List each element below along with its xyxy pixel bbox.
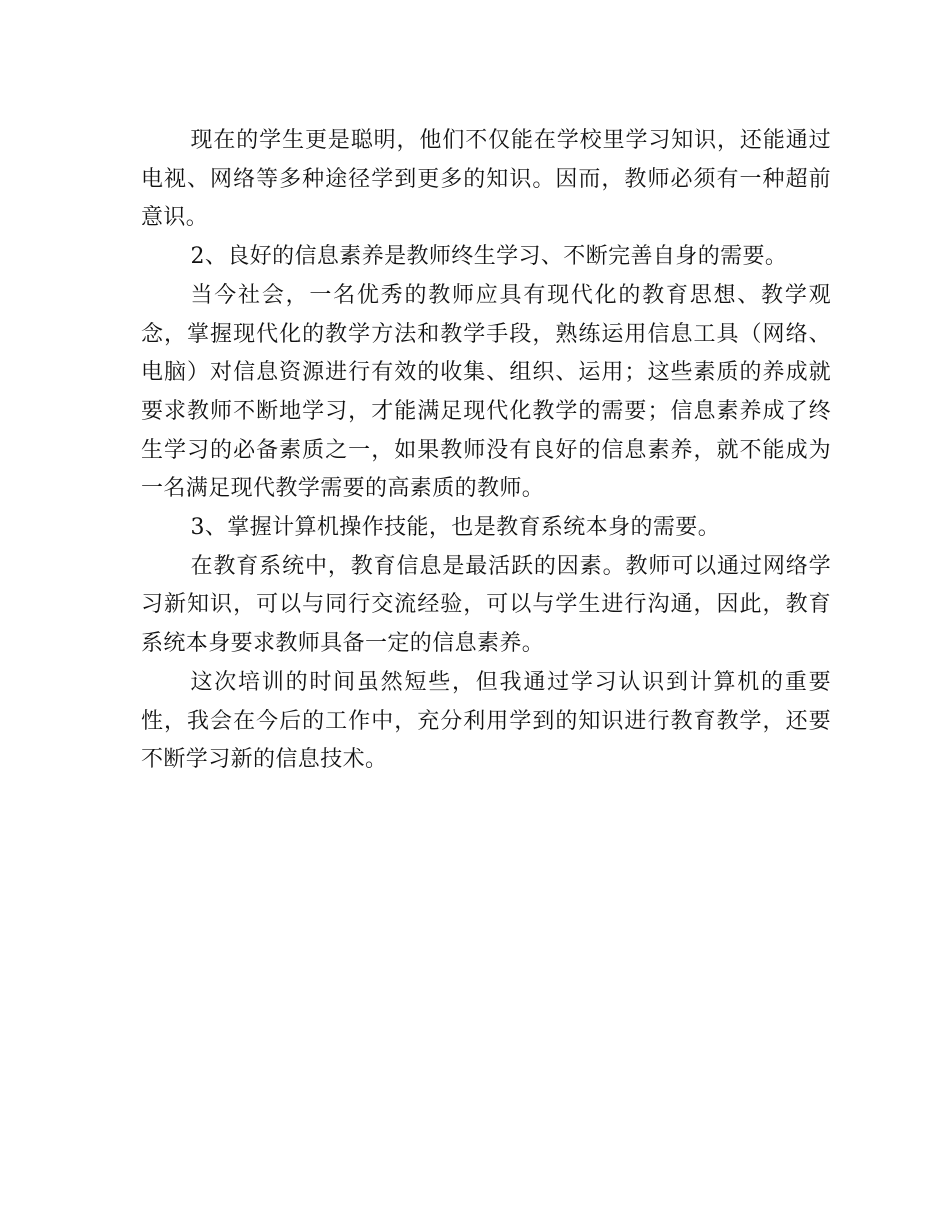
heading-point-2: 2、良好的信息素养是教师终生学习、不断完善自身的需要。 [190,244,788,270]
heading-point-3: 3、掌握计算机操作技能，也是教育系统本身的需要。 [190,515,721,541]
paragraph-training-conclusion: 这次培训的时间虽然短些，但我通过学习认识到计算机的重要性，我会在今后的工作中，充分利用学到的知识进行教育教学，还要不断学习新的信息技术。 [141,669,831,773]
paragraph-modern-teacher: 当今社会，一名优秀的教师应具有现代化的教育思想、教学观念，掌握现代化的教学方法和教学手段，熟练运用信息工具（网络、电脑）对信息资源进行有效的收集、组织、运用；这些素质的养成就要求教师不断地学习，才能满足现代化教学的需要；信息素养成了终生学习的必备素质之一，如果教师没有良好的信息素养，就不能成为一名满足现代教学需要的高素质的教师。 [141,282,831,502]
paragraph-students-awareness: 现在的学生更是聪明，他们不仅能在学校里学习知识，还能通过电视、网络等多种途径学到更多的知识。因而，教师必须有一种超前意识。 [141,128,831,231]
paragraph-education-system: 在教育系统中，教育信息是最活跃的因素。教师可以通过网络学习新知识，可以与同行交流经验，可以与学生进行沟通，因此，教育系统本身要求教师具备一定的信息素养。 [141,553,831,657]
document-body [141,122,831,780]
